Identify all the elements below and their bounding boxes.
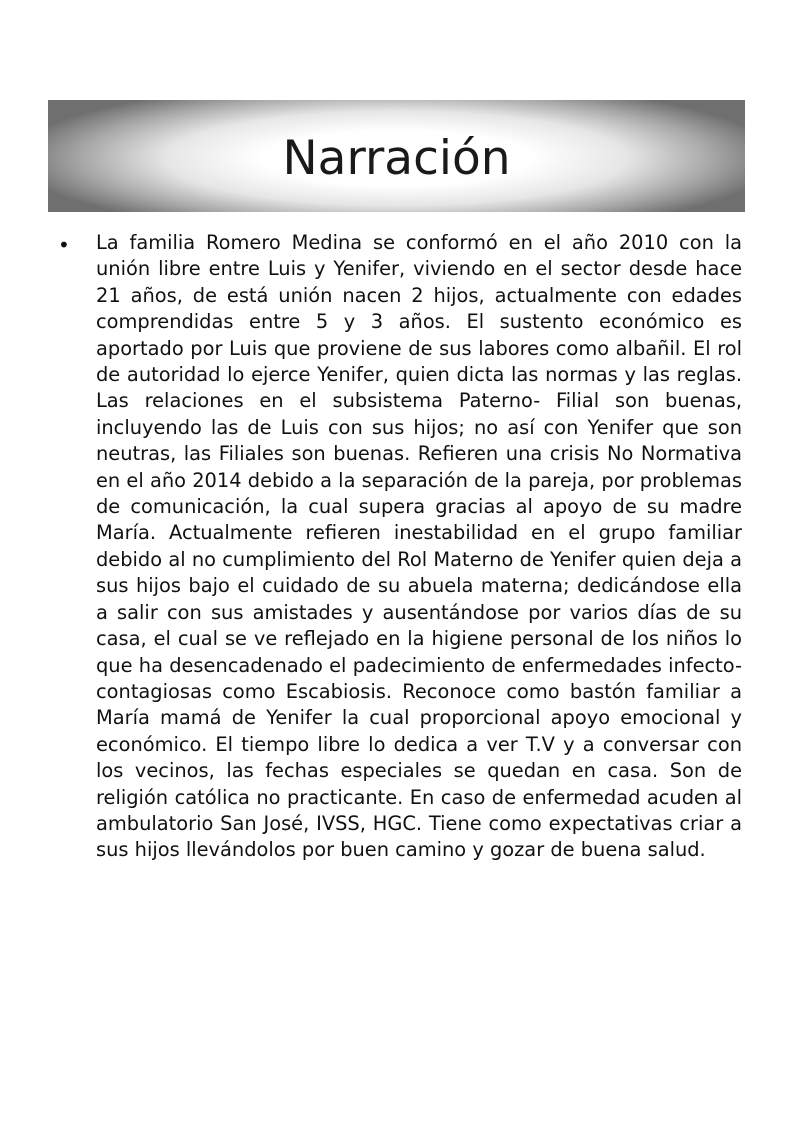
narrative-bullet-list	[52, 230, 744, 864]
list-item	[52, 230, 744, 864]
title-banner	[48, 100, 745, 212]
bullet-icon: •	[58, 233, 70, 257]
narrative-paragraph: La familia Romero Medina se conformó en el año 2010 con la unión libre entre Luis y Yenifer, viviendo en el sector desde hace 21 años, de está unión nacen 2 hijos, actualmente con edades comprendidas entre 5 y 3 años. El sustento económico es aportado por Luis que proviene de sus labores como albañil. El rol de autoridad lo ejerce Yenifer, quien dicta las normas y las reglas. Las relaciones en el subsistema Paterno- Filial son buenas, incluyendo las de Luis con sus hijos; no así con Yenifer que son neutras, las Filiales son buenas. Refieren una crisis No Normativa en el año 2014 debido a la separación de la pareja, por problemas de comunicación, la cual supera gracias al apoyo de su madre María. Actualmente refieren inestabilidad en el grupo familiar debido al no cumplimiento del Rol Materno de Yenifer quien deja a sus hijos bajo el cuidado de su abuela materna; dedicándose ella a salir con sus amistades y ausentándose por varios días de su casa, el cual se ve reflejado en la higiene personal de los niños lo que ha desencadenado el padecimiento de enfermedades infecto-contagiosas como Escabiosis. Reconoce como bastón familiar a María mamá de Yenifer la cual proporcional apoyo emocional y económico. El tiempo libre lo dedica a ver T.V y a conversar con los vecinos, las fechas especiales se quedan en casa. Son de religión católica no practicante. En caso de enfermedad acuden al ambulatorio San José, IVSS, HGC. Tiene como expectativas criar a sus hijos llevándolos por buen camino y gozar de buena salud.	[96, 231, 742, 862]
page-title: Narración	[282, 130, 511, 186]
